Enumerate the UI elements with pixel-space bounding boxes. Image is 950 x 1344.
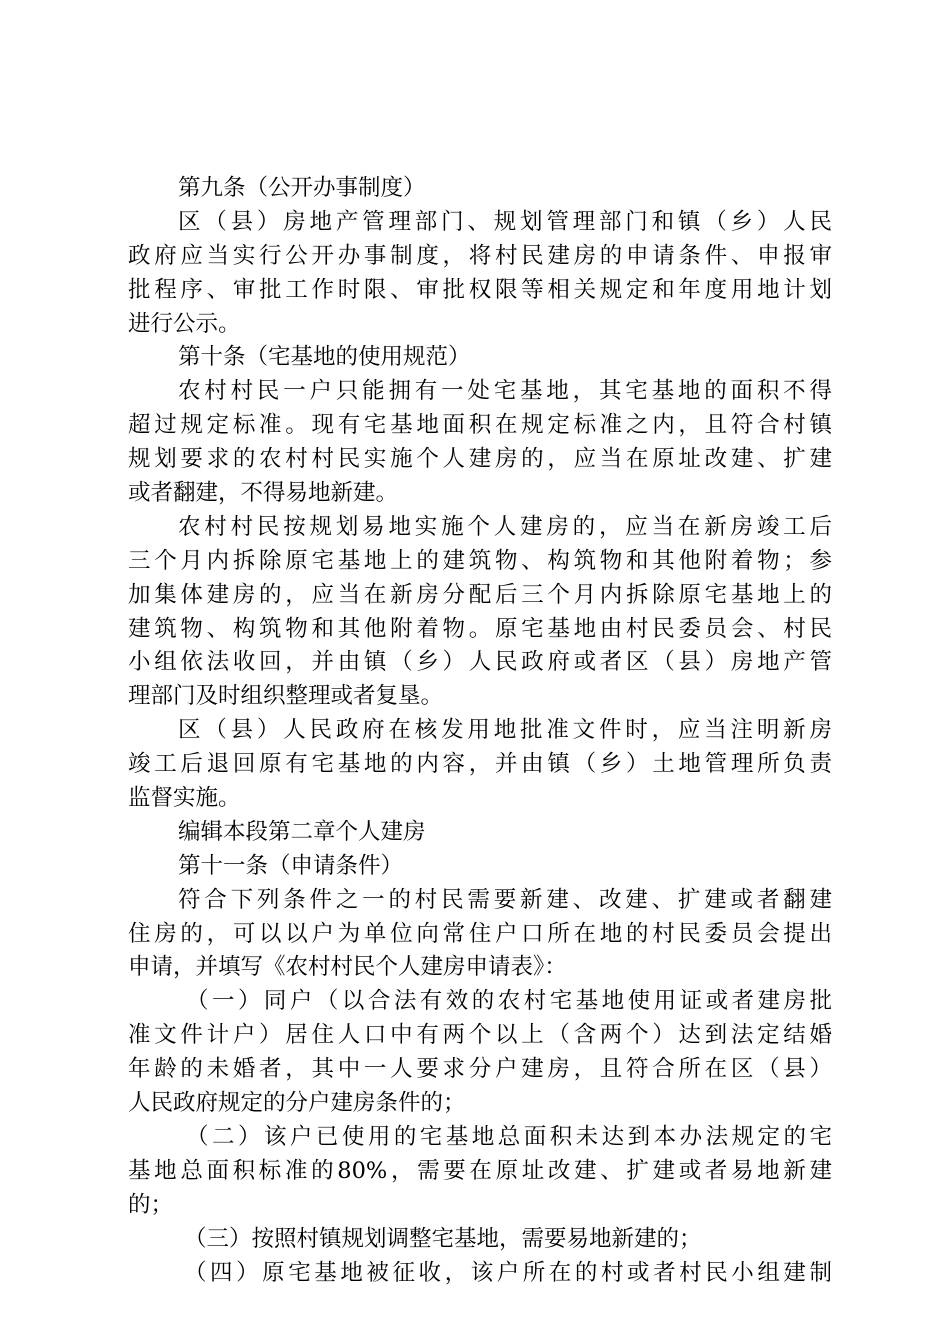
list-item-line: 年龄的未婚者，其中一人要求分户建房，且符合所在区（县） — [128, 1056, 832, 1083]
paragraph-line: 符合下列条件之一的村民需要新建、改建、扩建或者翻建 — [178, 886, 832, 913]
paragraph-line: 监督实施。 — [128, 785, 241, 812]
paragraph-line: 竣工后退回原有宅基地的内容，并由镇（乡）土地管理所负责 — [128, 751, 832, 778]
list-item-line: （二）该户已使用的宅基地总面积未达到本办法规定的宅 — [186, 1123, 832, 1150]
paragraph-line: 区（县）人民政府在核发用地批准文件时，应当注明新房 — [178, 717, 832, 744]
list-item-line: 基地总面积标准的80%，需要在原址改建、扩建或者易地新建 — [128, 1157, 832, 1184]
article-10-heading: 第十条（宅基地的使用规范） — [178, 344, 471, 371]
paragraph-line: 建筑物、构筑物和其他附着物。原宅基地由村民委员会、村民 — [128, 615, 832, 642]
paragraph-line: 区（县）房地产管理部门、规划管理部门和镇（乡）人民 — [178, 208, 832, 235]
chapter-2-heading: 编辑本段第二章个人建房 — [178, 818, 426, 845]
paragraph-line: 加集体建房的，应当在新房分配后三个月内拆除原宅基地上的 — [128, 581, 832, 608]
paragraph-line: 申请，并填写《农村村民个人建房申请表》： — [128, 954, 567, 981]
paragraph-line: 农村村民按规划易地实施个人建房的，应当在新房竣工后 — [178, 513, 832, 540]
paragraph-line: 三个月内拆除原宅基地上的建筑物、构筑物和其他附着物；参 — [128, 547, 832, 574]
paragraph-line: 小组依法收回，并由镇（乡）人民政府或者区（县）房地产管 — [128, 649, 832, 676]
paragraph-line: 超过规定标准。现有宅基地面积在规定标准之内，且符合村镇 — [128, 412, 832, 439]
paragraph-line: 规划要求的农村村民实施个人建房的，应当在原址改建、扩建 — [128, 446, 832, 473]
paragraph-line: 农村村民一户只能拥有一处宅基地，其宅基地的面积不得 — [178, 378, 832, 405]
paragraph-line: 政府应当实行公开办事制度，将村民建房的申请条件、申报审 — [128, 242, 832, 269]
paragraph-line: 理部门及时组织整理或者复垦。 — [128, 683, 444, 710]
paragraph-line: 进行公示。 — [128, 310, 241, 337]
paragraph-line: 住房的，可以以户为单位向常住户口所在地的村民委员会提出 — [128, 920, 832, 947]
article-9-heading: 第九条（公开办事制度） — [178, 175, 426, 201]
list-item-line: 人民政府规定的分户建房条件的； — [128, 1090, 466, 1117]
list-item-line: （三）按照村镇规划调整宅基地，需要易地新建的； — [184, 1225, 702, 1252]
article-11-heading: 第十一条（申请条件） — [178, 852, 404, 879]
paragraph-line: 或者翻建，不得易地新建。 — [128, 480, 399, 507]
list-item-line: 的； — [128, 1191, 174, 1218]
list-item-line: 准文件计户）居住人口中有两个以上（含两个）达到法定结婚 — [128, 1022, 832, 1049]
paragraph-line: 批程序、审批工作时限、审批权限等相关规定和年度用地计划 — [128, 276, 832, 303]
document-body — [128, 172, 832, 1290]
list-item-line: （四）原宅基地被征收，该户所在的村或者村民小组建制 — [184, 1259, 832, 1286]
list-item-line: （一）同户（以合法有效的农村宅基地使用证或者建房批 — [186, 988, 832, 1015]
